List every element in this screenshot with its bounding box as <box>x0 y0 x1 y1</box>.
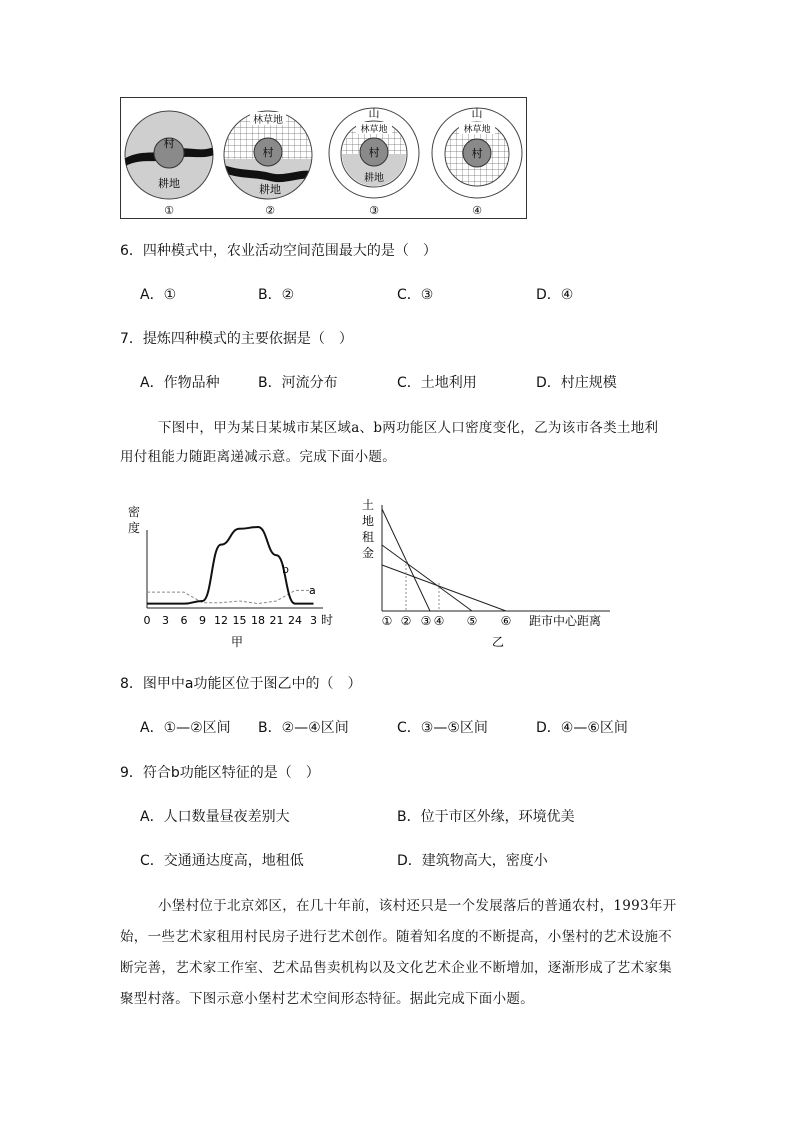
q9-option-b[interactable]: B．位于市区外缘，环境优美 <box>397 809 575 825</box>
q6-option-a[interactable]: A．① <box>140 287 177 303</box>
distance-marker: ⑥ <box>500 614 512 628</box>
y-label-char: 租 <box>361 530 375 544</box>
village-label: 村 <box>163 137 175 150</box>
question-8-stem: 8．图甲中a功能区位于图乙中的（ ） <box>120 676 362 692</box>
q7-option-d[interactable]: D．村庄规模 <box>536 375 617 391</box>
x-tick-label: 24 <box>288 614 302 627</box>
forest-label: 林草地 <box>360 125 388 135</box>
model-number: ① <box>164 204 174 217</box>
x-unit-label: 时 <box>321 613 334 627</box>
village-label: 村 <box>471 147 483 160</box>
q8-option-d[interactable]: D．④—⑥区间 <box>536 720 628 736</box>
forest-label: 林草地 <box>253 115 283 126</box>
q6-option-c[interactable]: C．③ <box>397 287 434 303</box>
model-number: ④ <box>472 204 482 217</box>
x-tick-label: 21 <box>269 614 284 627</box>
village-model-figure <box>120 97 527 219</box>
intro-3-line-4: 聚型村落。下图示意小堡村艺术空间形态特征。据此完成下面小题。 <box>120 991 534 1007</box>
series-b-label: b <box>282 563 289 576</box>
rent-line-residential <box>382 545 472 611</box>
question-7-stem: 7．提炼四种模式的主要依据是（ ） <box>120 331 353 347</box>
y-label-2: 度 <box>128 521 141 535</box>
forest-label: 林草地 <box>463 125 491 135</box>
model-number: ③ <box>369 204 379 217</box>
village-label: 村 <box>262 146 274 159</box>
x-tick-label: 12 <box>214 614 228 627</box>
x-axis-label: 距市中心距离 <box>528 614 602 628</box>
x-tick-label: 3 <box>310 614 317 627</box>
village-label: 村 <box>368 146 380 159</box>
q8-option-b[interactable]: B．②—④区间 <box>258 720 349 736</box>
intro-2-line-2: 用付租能力随距离递减示意。完成下面小题。 <box>120 449 396 465</box>
question-9-stem: 9．符合b功能区特征的是（ ） <box>120 765 320 781</box>
y-label-char: 土 <box>361 498 375 512</box>
intro-3-line-1: 小堡村位于北京郊区，在几十年前，该村还只是一个发展落后的普通农村，1993年开 <box>158 898 677 914</box>
farmland-label: 耕地 <box>259 183 281 196</box>
y-label-char: 地 <box>361 514 375 528</box>
question-6-stem: 6．四种模式中，农业活动空间范围最大的是（ ） <box>120 243 437 259</box>
intro-2-line-1: 下图中，甲为某日某城市某区域a、b两功能区人口密度变化，乙为该市各类土地利 <box>158 420 659 436</box>
q9-option-d[interactable]: D．建筑物高大，密度小 <box>397 853 548 869</box>
y-label-1: 密 <box>128 505 141 519</box>
farmland-label: 耕地 <box>364 173 384 184</box>
intro-3-line-2: 始，一些艺术家租用村民房子进行艺术创作。随着知名度的不断提高，小堡村的艺术设施不 <box>120 929 672 945</box>
mountain-label: 山 <box>471 107 483 120</box>
rent-line-industrial <box>382 565 506 611</box>
q8-option-a[interactable]: A．①—②区间 <box>140 720 231 736</box>
q6-option-b[interactable]: B．② <box>258 287 295 303</box>
model-number: ② <box>265 204 275 217</box>
chart-caption-yi: 乙 <box>491 635 505 649</box>
q7-option-b[interactable]: B．河流分布 <box>258 375 338 391</box>
intro-3-line-3: 断完善，艺术家工作室、艺术品售卖机构以及文化艺术企业不断增加，逐渐形成了艺术家集 <box>120 960 672 976</box>
q8-option-c[interactable]: C．③—⑤区间 <box>397 720 488 736</box>
series-a-label: a <box>309 584 316 597</box>
x-tick-label: 6 <box>180 614 188 627</box>
x-tick-label: 3 <box>162 614 169 627</box>
distance-marker: ③ <box>420 614 432 628</box>
y-label-char: 金 <box>361 546 375 560</box>
distance-marker: ① <box>381 614 393 628</box>
q9-option-a[interactable]: A．人口数量昼夜差别大 <box>140 809 290 825</box>
q7-option-c[interactable]: C．土地利用 <box>397 375 477 391</box>
x-tick-label: 15 <box>232 614 247 627</box>
q7-option-a[interactable]: A．作物品种 <box>140 375 220 391</box>
mountain-label: 山 <box>368 107 380 120</box>
chart-caption-jia: 甲 <box>230 635 244 649</box>
distance-marker: ② <box>400 614 412 628</box>
distance-marker: ④ <box>433 614 445 628</box>
distance-marker: ⑤ <box>466 614 478 628</box>
q9-option-c[interactable]: C．交通通达度高，地租低 <box>140 853 304 869</box>
x-tick-label: 9 <box>199 614 206 627</box>
farmland-label: 耕地 <box>158 177 180 190</box>
x-tick-label: 0 <box>143 614 151 627</box>
q6-option-d[interactable]: D．④ <box>536 287 574 303</box>
land-rent-chart <box>360 495 630 650</box>
x-tick-label: 18 <box>251 614 265 627</box>
population-density-chart <box>125 500 335 650</box>
